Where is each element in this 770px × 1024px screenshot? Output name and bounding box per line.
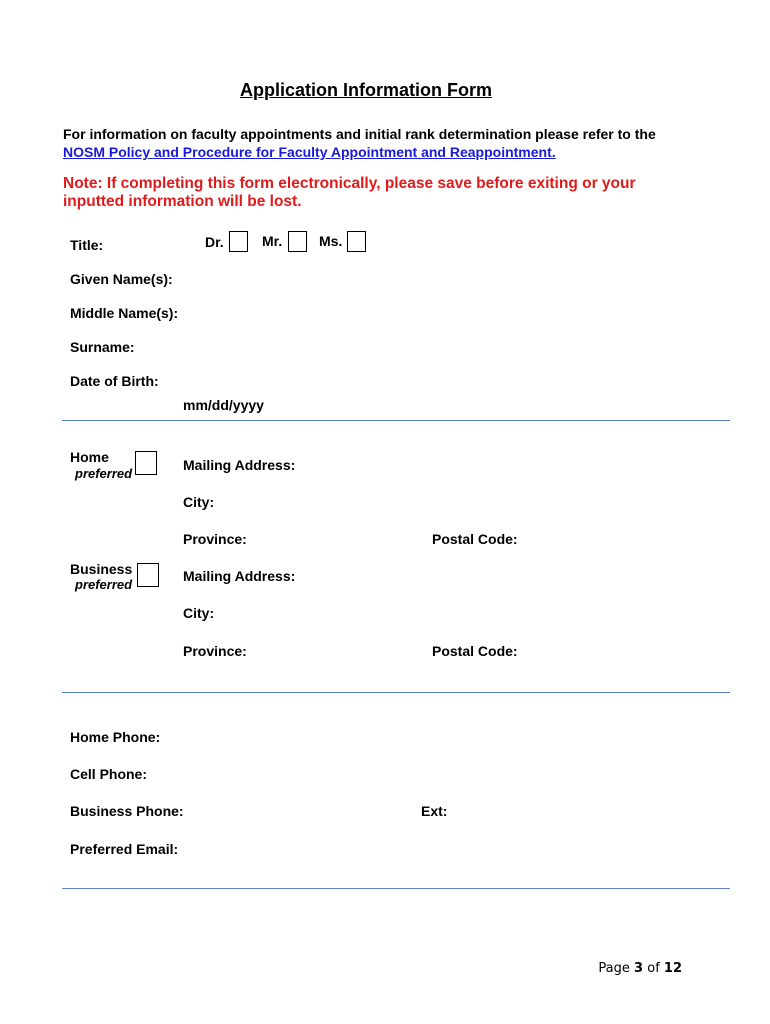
mr-label: Mr.: [262, 233, 283, 249]
save-note: Note: If completing this form electronically, please save before exiting or your inputted information will be lost.: [63, 175, 636, 210]
business-city-label: City:: [183, 605, 215, 621]
business-preferred-checkbox[interactable]: [137, 563, 159, 587]
home-mailing-label: Mailing Address:: [183, 457, 296, 473]
ms-checkbox[interactable]: [347, 231, 366, 252]
home-postal-label: Postal Code:: [432, 531, 518, 547]
divider-1: [62, 420, 730, 421]
business-mailing-label: Mailing Address:: [183, 568, 296, 584]
business-label: Business: [70, 561, 133, 577]
business-province-label: Province:: [183, 643, 247, 659]
home-preferred-checkbox[interactable]: [135, 451, 157, 475]
policy-link[interactable]: NOSM Policy and Procedure for Faculty Appointment and Reappointment.: [63, 144, 556, 160]
dr-checkbox[interactable]: [229, 231, 248, 252]
title-label: Title:: [70, 237, 104, 253]
preferred-email-label: Preferred Email:: [70, 841, 179, 857]
ext-label: Ext:: [421, 803, 448, 819]
home-preferred-label: preferred: [75, 466, 133, 481]
page-indicator: [598, 961, 682, 976]
middle-names-label: Middle Name(s):: [70, 305, 179, 321]
surname-label: Surname:: [70, 339, 135, 355]
form-title: Application Information Form: [240, 80, 492, 100]
divider-2: [62, 692, 730, 693]
dob-format: mm/dd/yyyy: [183, 397, 264, 413]
given-names-label: Given Name(s):: [70, 271, 173, 287]
page-number: 3: [634, 961, 644, 976]
home-city-label: City:: [183, 494, 215, 510]
home-province-label: Province:: [183, 531, 247, 547]
home-phone-label: Home Phone:: [70, 729, 161, 745]
business-phone-label: Business Phone:: [70, 803, 184, 819]
page-word: Page: [598, 961, 630, 976]
business-postal-label: Postal Code:: [432, 643, 518, 659]
business-preferred-label: preferred: [75, 577, 133, 592]
home-label: Home: [70, 449, 109, 465]
of-word: of: [647, 961, 660, 976]
cell-phone-label: Cell Phone:: [70, 766, 148, 782]
mr-checkbox[interactable]: [288, 231, 307, 252]
dr-label: Dr.: [205, 234, 224, 250]
page-total: 12: [663, 961, 682, 976]
divider-3: [62, 888, 730, 889]
dob-label: Date of Birth:: [70, 373, 159, 389]
ms-label: Ms.: [319, 233, 343, 249]
intro-text: For information on faculty appointments and initial rank determination please refer to the: [63, 126, 656, 142]
